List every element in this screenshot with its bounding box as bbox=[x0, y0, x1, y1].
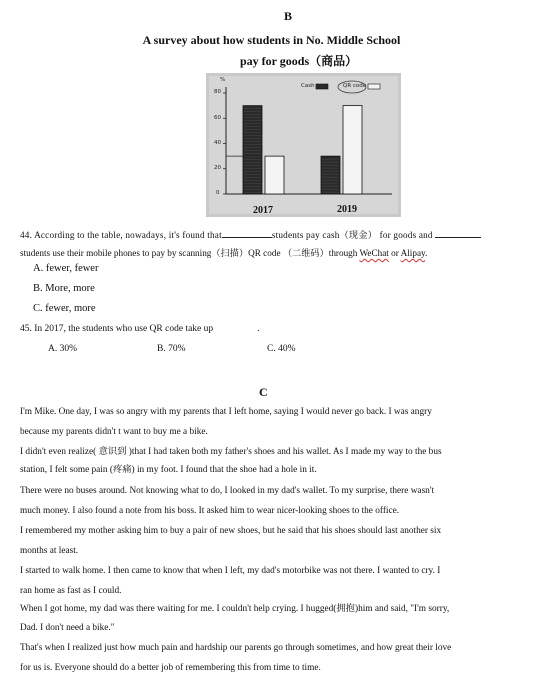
passage-line: When I got home, my dad was there waiting for me. I couldn't help crying. I hugged(拥抱)him and said, "I'm sorry, bbox=[20, 604, 450, 614]
option-text: fewer, more bbox=[45, 303, 96, 314]
q44-text-line2: students use their mobile phones to pay by scanning（扫描）QR code （二维码）through bbox=[20, 248, 360, 258]
bar-qr-2017 bbox=[265, 156, 284, 194]
y-tick-label: 40 bbox=[214, 140, 221, 146]
section-b-heading: B bbox=[284, 9, 293, 23]
section-c-heading: C bbox=[259, 385, 268, 399]
option-letter: C. bbox=[33, 303, 43, 314]
q44-option-b[interactable] bbox=[33, 283, 95, 294]
passage-line: station, I felt some pain (疼痛) in my foot. I found that the shoe had a hole in it. bbox=[20, 465, 317, 475]
q45-text: 45. In 2017, the students who use QR code take up bbox=[20, 324, 214, 334]
passage-line: I didn't even realize( 意识到 )that I had taken both my father's shoes and his wallet. As I made my way to the bus bbox=[20, 447, 442, 457]
passage-line: I started to walk home. I then came to know that when I left, my dad's motorbike was not there. I wanted to cry. I bbox=[20, 566, 441, 576]
q44-blank-1[interactable] bbox=[222, 228, 272, 238]
survey-title-line1: A survey about how students in No. Middle School bbox=[142, 33, 401, 47]
bar-qr-2019 bbox=[343, 106, 362, 194]
bar-cash-2019 bbox=[321, 156, 340, 194]
survey-chart bbox=[206, 73, 401, 217]
q44-blank-2[interactable] bbox=[435, 228, 481, 238]
passage-line: for us is. Everyone should do a better job of remembering this from time to time. bbox=[20, 663, 321, 673]
option-letter: A. bbox=[33, 263, 44, 274]
option-text: fewer, fewer bbox=[45, 263, 99, 274]
q45-option-c[interactable]: C. 40% bbox=[267, 344, 296, 354]
q44-option-a[interactable] bbox=[33, 263, 98, 274]
question-44-line1 bbox=[20, 227, 481, 241]
q44-text-part1: 44. According to the table, nowadays, it's found that bbox=[20, 230, 222, 240]
q45-option-b[interactable]: B. 70% bbox=[157, 344, 186, 354]
y-tick-label: 80 bbox=[214, 89, 221, 95]
legend-cash-swatch bbox=[316, 84, 328, 89]
q44-text-part2: students pay cash（现金） for goods and bbox=[271, 230, 433, 240]
passage-line: ran home as fast as I could. bbox=[20, 586, 122, 596]
passage-line: much money. I also found a note from his boss. It asked him to wear nicer-looking shoes to the office. bbox=[20, 506, 400, 516]
y-tick-label: 0 bbox=[216, 190, 220, 196]
passage-line: I'm Mike. One day, I was so angry with my parents that I left home, saying I would never go back. I was angry bbox=[20, 407, 432, 417]
q45-option-a[interactable]: A. 30% bbox=[48, 344, 78, 354]
option-text: More, more bbox=[45, 283, 95, 294]
q45-dot: . bbox=[257, 324, 260, 334]
x-tick-label: 2017 bbox=[253, 205, 273, 216]
q44-dot: . bbox=[425, 248, 428, 258]
legend-cash-label: Cash bbox=[301, 83, 315, 89]
wechat-word: WeChat bbox=[359, 248, 389, 258]
legend-qr-swatch bbox=[368, 84, 380, 89]
y-axis-unit: % bbox=[220, 77, 226, 83]
alipay-word: Alipay bbox=[400, 248, 426, 258]
chart-svg bbox=[206, 73, 401, 217]
passage-line: because my parents didn't t want to buy me a bike. bbox=[20, 427, 208, 437]
passage-line: Dad. I don't need a bike." bbox=[20, 623, 115, 633]
survey-title-line2: pay for goods（商品） bbox=[240, 54, 358, 68]
q44-option-c[interactable] bbox=[33, 303, 96, 314]
legend-qr-label: QR code bbox=[343, 83, 367, 89]
q44-or: or bbox=[388, 248, 401, 258]
passage-line: There were no buses around. Not knowing what to do, I looked in my dad's wallet. To my surprise, there wasn't bbox=[20, 486, 435, 496]
question-44-line2 bbox=[20, 245, 427, 259]
passage-line: That's when I realized just how much pain and hardship our parents go through sometimes, and how great their love bbox=[20, 643, 452, 653]
question-45-stem bbox=[20, 324, 260, 334]
passage-line: months at least. bbox=[20, 546, 79, 556]
x-tick-label: 2019 bbox=[337, 204, 357, 215]
option-letter: B. bbox=[33, 283, 43, 294]
y-tick-label: 60 bbox=[214, 115, 221, 121]
passage-line: I remembered my mother asking him to buy a pair of new shoes, but he said that his shoes should last another six bbox=[20, 526, 442, 536]
y-tick-label: 20 bbox=[214, 165, 221, 171]
